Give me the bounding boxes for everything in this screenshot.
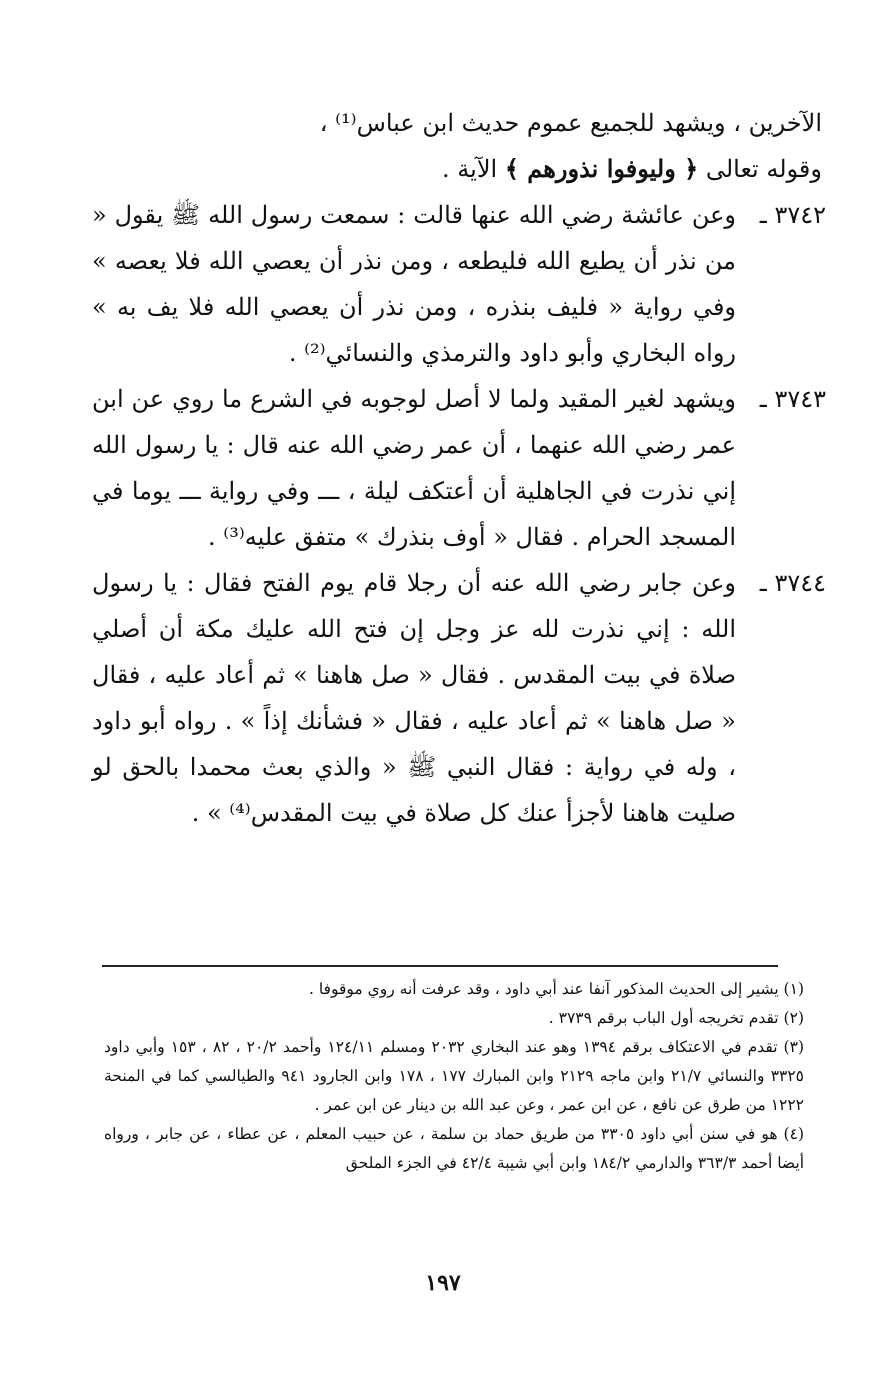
hadith-text: وعن عائشة رضي الله عنها قالت : سمعت رسول الله ﷺ يقول « من نذر أن يطيع الله فليطعه ، ومن نذر أن يعصي الله فلا يعصه » وفي رواية « فليف بنذره ، ومن نذر أن يعصي الله فلا يف به » رواه البخاري وأبو داود والترمذي والنسائي⁽²⁾ . [92,201,736,367]
hadith-number: ٣٧٤٣ ـ [759,385,826,413]
footnote: (٤) هو في سنن أبي داود ٣٣٠٥ من طريق حماد بن سلمة ، عن حبيب المعلم ، عن عطاء ، عن جابر ، ورواه أيضا أحمد ٣٦٣/٣ والدارمي ١٨٤/٢ وابن أبي شيبة ٤٢/٤ في الجزء الملحق [104,1125,804,1172]
hadith-entry [92,192,826,376]
hadith-entry [92,560,826,836]
intro-line-2-suffix: الآية . [442,155,505,183]
footnote-divider [102,965,778,967]
main-text [92,100,826,836]
footnote: (٢) تقدم تخريجه أول الباب برقم ٣٧٣٩ . [548,1009,804,1027]
hadith-entry [92,376,826,560]
intro-line-2-prefix: وقوله تعالى [698,155,822,183]
hadith-text: وعن جابر رضي الله عنه أن رجلا قام يوم الفتح فقال : يا رسول الله : إني نذرت لله عز وجل إن فتح الله عليك مكة أن أصلي صلاة في بيت المقدس . فقال « صل هاهنا » ثم أعاد عليه ، فقال « صل هاهنا » ثم أعاد عليه ، فقال « فشأنك إذاً » . رواه أبو داود ، وله في رواية : فقال النبي ﷺ « والذي بعث محمدا بالحق لو صليت هاهنا لأجزأ عنك كل صلاة في بيت المقدس⁽⁴⁾ » . [92,569,736,827]
hadith-number: ٣٧٤٤ ـ [759,569,826,597]
intro-paragraph [92,100,822,192]
footnote: (١) يشير إلى الحديث المذكور آنفا عند أبي داود ، وقد عرفت أنه روي موقوفا . [308,980,804,998]
footnotes [104,975,804,1178]
footnote: (٣) تقدم في الاعتكاف برقم ١٣٩٤ وهو عند البخاري ٢٠٣٢ ومسلم ١٢٤/١١ وأحمد ٢٠/٢ ، ٨٢ ، ١٥٣ وأبي داود ٣٣٢٥ والنسائي ٢١/٧ وابن ماجه ٢١٢٩ وابن المبارك ١٧٧ ، ١٧٨ وابن الجارود ٩٤١ والطيالسي كما في المنحة ١٢٢٢ من طرق عن نافع ، عن ابن عمر ، وعن عبد الله بن دينار عن ابن عمر . [104,1038,804,1114]
hadith-number: ٣٧٤٢ ـ [759,201,826,229]
page-number: ١٩٧ [425,1270,461,1296]
intro-line-1: الآخرين ، ويشهد للجميع عموم حديث ابن عباس⁽¹⁾ ، [319,109,822,137]
quran-verse: ﴿ وليوفوا نذورهم ﴾ [504,154,699,183]
hadith-text: ويشهد لغير المقيد ولما لا أصل لوجوبه في الشرع ما روي عن ابن عمر رضي الله عنهما ، أن عمر رضي الله عنه قال : يا رسول الله إني نذرت في الجاهلية أن أعتكف ليلة ، ـــ وفي رواية ـــ يوما في المسجد الحرام . فقال « أوف بنذرك » متفق عليه⁽³⁾ . [92,385,736,551]
